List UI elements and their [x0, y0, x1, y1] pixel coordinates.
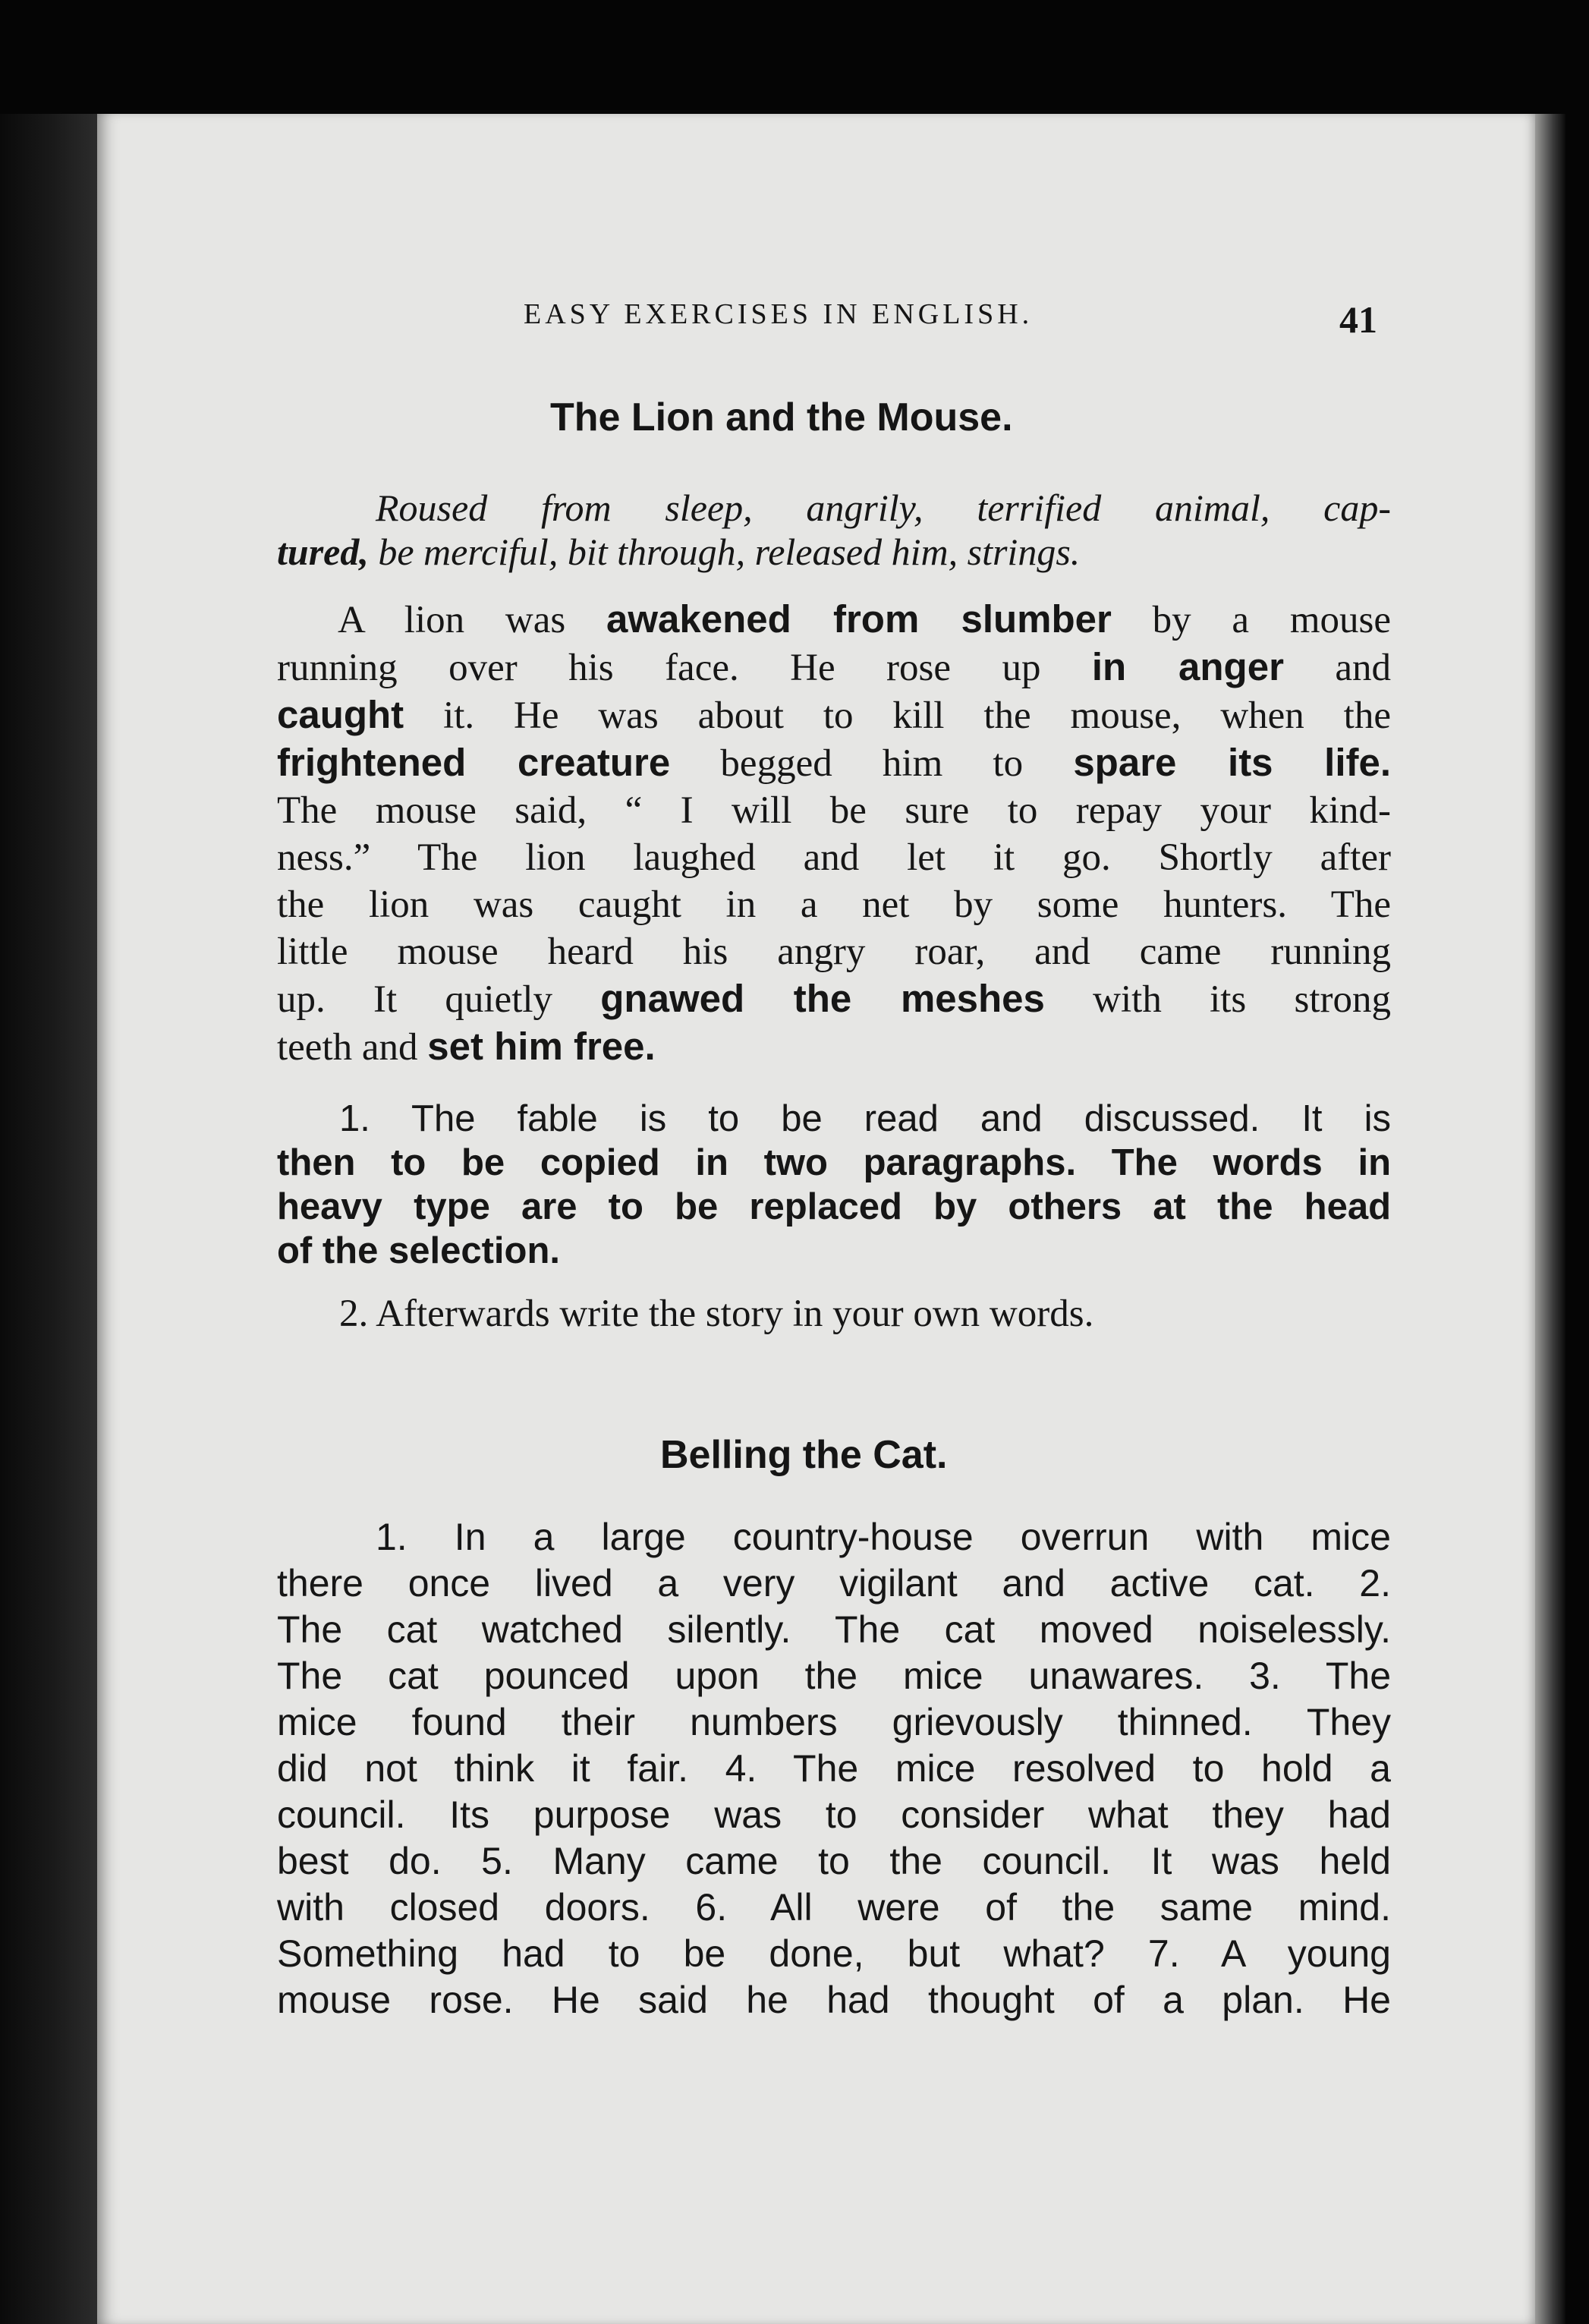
exercise-text: then to be copied [277, 1142, 696, 1183]
running-header: EASY EXERCISES IN ENGLISH. [524, 298, 1034, 330]
cat-story-paragraph [277, 1514, 1391, 2023]
exercise-text: in two paragraphs. [695, 1142, 1077, 1183]
exercise-2 [339, 1290, 1386, 1337]
story-bold-text: frightened creature [277, 741, 671, 784]
cat-line: council. Its purpose was to consider what they had [277, 1793, 1391, 1836]
story-text: with its strong [1044, 978, 1391, 1021]
story-line [277, 596, 1391, 644]
story-bold-text: awakened from slumber [606, 597, 1112, 641]
prompt-word-tured: tured, [277, 531, 369, 573]
cat-line: The cat watched silently. The cat moved noiselessly. [277, 1608, 1391, 1651]
story-text: begged him to [670, 742, 1074, 785]
cat-line: best do. 5. Many came to the council. It was held [277, 1840, 1391, 1882]
cat-line: there once lived a very vigilant and active cat. 2. [277, 1562, 1391, 1604]
exercise-line: heavy type are to be replaced by others at the head [277, 1186, 1391, 1227]
story-line: the lion was caught in a net by some hunters. The [277, 883, 1391, 926]
section-title-lion: The Lion and the Mouse. [550, 395, 1013, 439]
story-bold-text: caught [277, 693, 404, 736]
exercise-text: The words in [1076, 1142, 1392, 1183]
story-text: A lion was [338, 599, 606, 641]
cat-line: did not think it fair. 4. The mice resolved to hold a [277, 1747, 1391, 1790]
story-bold-text: spare its life. [1073, 741, 1392, 784]
story-text: up. It quietly [277, 978, 601, 1021]
cat-line: 1. In a large country-house overrun with mice [376, 1516, 1391, 1558]
story-line [277, 1023, 1391, 1071]
story-text: running over his face. He rose up [277, 647, 1092, 689]
story-text: by a mouse [1111, 599, 1391, 641]
prompt-line-2 [277, 530, 1391, 574]
story-line [277, 691, 1391, 739]
story-text: and [1283, 647, 1392, 689]
cat-line: Something had to be done, but what? 7. A young [277, 1932, 1391, 1975]
story-line [277, 644, 1391, 691]
exercise-line: 2. Afterwards write the story in your own words. [339, 1293, 1094, 1335]
story-text: it. He was about to kill the mouse, when the [404, 694, 1391, 737]
story-line: ness.” The lion laughed and let it go. Shortly after [277, 836, 1391, 879]
page-edge-shadow [1535, 114, 1565, 2324]
story-bold-text: set him free. [427, 1025, 656, 1068]
cat-line: The cat pounced upon the mice unawares. 3. The [277, 1655, 1391, 1697]
book-binding-shadow [0, 114, 97, 2324]
lion-story-paragraph [277, 596, 1391, 1071]
exercise-line: of the selection. [277, 1230, 561, 1271]
story-line: The mouse said, “ I will be sure to repay your kind- [277, 789, 1391, 832]
section-title-cat: Belling the Cat. [660, 1433, 948, 1477]
exercise-1 [277, 1097, 1391, 1273]
cat-line: mouse rose. He said he had thought of a plan. He [277, 1979, 1391, 2021]
cat-line: mice found their numbers grievously thinned. They [277, 1701, 1391, 1743]
page-number: 41 [1339, 298, 1377, 341]
vocabulary-prompt [277, 486, 1391, 574]
exercise-line: 1. The fable is to be read and discussed. It is [339, 1098, 1391, 1139]
prompt-line-2-rest: be merciful, bit through, released him, strings. [368, 531, 1081, 573]
prompt-line-1: Roused from sleep, angrily, terrified animal, cap- [376, 487, 1391, 529]
exercise-line [277, 1141, 1391, 1185]
cat-line: with closed doors. 6. All were of the same mind. [277, 1886, 1391, 1929]
story-bold-text: gnawed the meshes [600, 977, 1045, 1020]
story-line [277, 739, 1391, 787]
story-text: teeth and [277, 1026, 428, 1069]
story-bold-text: in anger [1091, 645, 1284, 688]
story-line: little mouse heard his angry roar, and came running [277, 931, 1391, 973]
story-line [277, 975, 1391, 1023]
